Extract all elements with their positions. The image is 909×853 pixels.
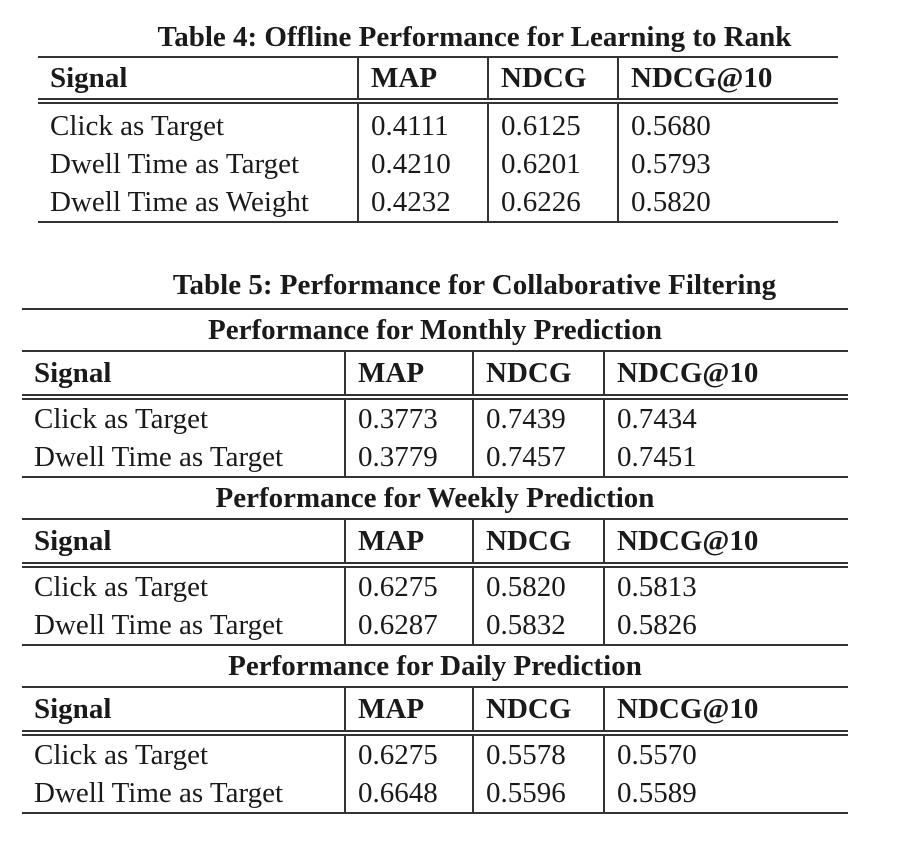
header-ndcg: NDCG (473, 519, 604, 565)
table-row (38, 145, 838, 183)
cell-ndcg10: 0.5813 (604, 565, 848, 606)
cell-ndcg10: 0.7451 (604, 438, 848, 477)
section-title-monthly: Performance for Monthly Prediction (208, 313, 662, 346)
table-row (38, 101, 838, 145)
table-row (38, 183, 838, 222)
cell-signal: Click as Target (50, 109, 225, 142)
header-ndcg: NDCG (473, 351, 604, 397)
table5-header-row (22, 351, 848, 397)
header-signal: Signal (34, 692, 112, 725)
cell-ndcg10: 0.7434 (604, 397, 848, 438)
cell-ndcg10: 0.5680 (618, 101, 838, 145)
cell-ndcg10: 0.5826 (604, 606, 848, 645)
cell-map: 0.6287 (345, 606, 473, 645)
cell-signal: Click as Target (34, 570, 209, 603)
table-row (22, 774, 848, 813)
header-signal: Signal (34, 356, 112, 389)
cell-signal: Dwell Time as Target (34, 776, 284, 809)
cell-signal: Dwell Time as Weight (50, 185, 309, 218)
header-signal: Signal (34, 524, 112, 557)
cell-ndcg: 0.5596 (473, 774, 604, 813)
header-map: MAP (345, 351, 473, 397)
section-title-row (22, 309, 848, 351)
cell-signal: Dwell Time as Target (34, 440, 284, 473)
cell-signal: Click as Target (34, 738, 209, 771)
table5-header-row (22, 519, 848, 565)
cell-map: 0.4111 (358, 101, 488, 145)
cell-map: 0.3773 (345, 397, 473, 438)
cell-map: 0.6275 (345, 733, 473, 774)
cell-ndcg: 0.7439 (473, 397, 604, 438)
header-map: MAP (345, 519, 473, 565)
table-row (22, 438, 848, 477)
table5 (22, 308, 848, 814)
header-ndcg10: NDCG@10 (604, 351, 848, 397)
cell-ndcg: 0.5820 (473, 565, 604, 606)
header-map: MAP (358, 57, 488, 101)
header-ndcg10: NDCG@10 (604, 687, 848, 733)
section-title-row (22, 477, 848, 519)
section-title-daily: Performance for Daily Prediction (228, 649, 642, 682)
table-row (22, 565, 848, 606)
header-signal: Signal (50, 61, 128, 94)
header-ndcg: NDCG (473, 687, 604, 733)
table-row (22, 397, 848, 438)
cell-ndcg10: 0.5589 (604, 774, 848, 813)
header-ndcg10: NDCG@10 (618, 57, 838, 101)
cell-ndcg: 0.6226 (488, 183, 618, 222)
section-title-weekly: Performance for Weekly Prediction (215, 481, 655, 514)
header-ndcg10: NDCG@10 (604, 519, 848, 565)
cell-map: 0.6648 (345, 774, 473, 813)
cell-signal: Dwell Time as Target (50, 147, 300, 180)
cell-ndcg: 0.7457 (473, 438, 604, 477)
cell-ndcg: 0.6201 (488, 145, 618, 183)
table4 (38, 56, 838, 223)
cell-ndcg: 0.6125 (488, 101, 618, 145)
cell-signal: Dwell Time as Target (34, 608, 284, 641)
table-row (22, 733, 848, 774)
section-title-row (22, 645, 848, 687)
cell-map: 0.6275 (345, 565, 473, 606)
cell-map: 0.4232 (358, 183, 488, 222)
cell-ndcg10: 0.5793 (618, 145, 838, 183)
cell-ndcg: 0.5578 (473, 733, 604, 774)
header-map: MAP (345, 687, 473, 733)
cell-signal: Click as Target (34, 402, 209, 435)
table4-header-row (38, 57, 838, 101)
table5-caption: Table 5: Performance for Collaborative Filtering (172, 269, 777, 301)
cell-map: 0.3779 (345, 438, 473, 477)
cell-map: 0.4210 (358, 145, 488, 183)
table4-caption: Table 4: Offline Performance for Learning to Rank (157, 21, 792, 53)
cell-ndcg: 0.5832 (473, 606, 604, 645)
cell-ndcg10: 0.5820 (618, 183, 838, 222)
table5-header-row (22, 687, 848, 733)
cell-ndcg10: 0.5570 (604, 733, 848, 774)
header-ndcg: NDCG (488, 57, 618, 101)
table-row (22, 606, 848, 645)
